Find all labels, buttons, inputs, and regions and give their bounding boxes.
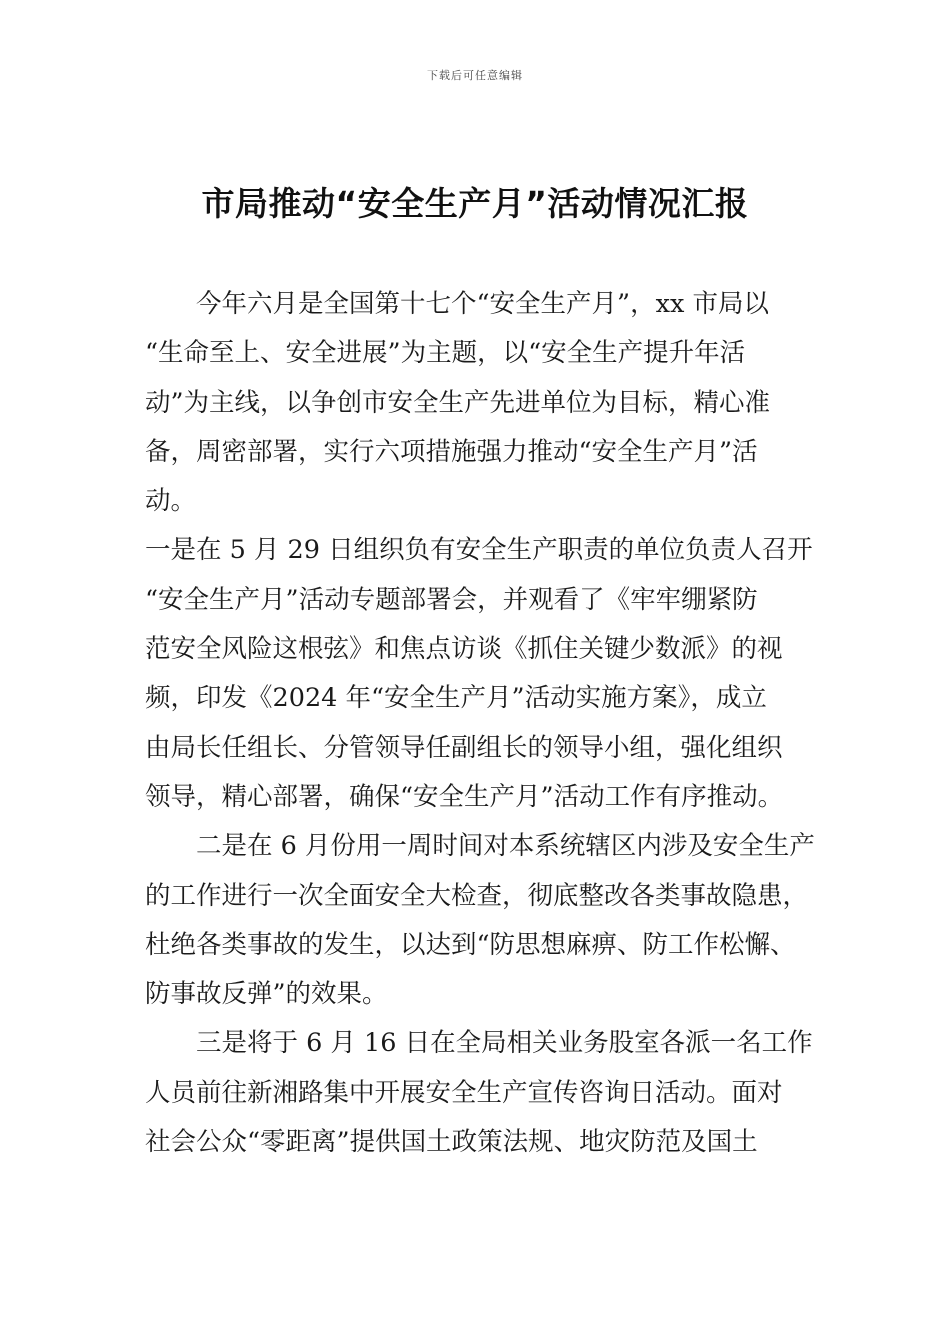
paragraph-line: 领导，精心部署，确保“安全生产月”活动工作有序推动。	[145, 781, 784, 812]
paragraph-line: 杜绝各类事故的发生，以达到“防思想麻痹、防工作松懈、	[145, 929, 796, 960]
paragraph-line: 频，印发《2024 年“安全生产月”活动实施方案》，成立	[145, 683, 767, 714]
paragraph-line: 备，周密部署，实行六项措施强力推动“安全生产月”活	[145, 436, 758, 467]
paragraph-line: 动”为主线，以争创市安全生产先进单位为目标，精心准	[145, 387, 771, 418]
header-note: 下载后可任意编辑	[427, 69, 523, 82]
document-body	[145, 280, 815, 1167]
paragraph-line: 动。	[145, 486, 197, 517]
paragraph-line: “生命至上、安全进展”为主题，以“安全生产提升年活	[145, 338, 746, 369]
paragraph-line: 范安全风险这根弦》和焦点访谈《抓住关键少数派》的视	[145, 634, 783, 665]
paragraph-line: 三是将于 6 月 16 日在全局相关业务股室各派一名工作	[196, 1028, 813, 1059]
paragraph-3	[145, 822, 815, 1019]
paragraph-line: 二是在 6 月份用一周时间对本系统辖区内涉及安全生产	[196, 831, 815, 862]
paragraph-line: 由局长任组长、分管领导任副组长的领导小组，强化组织	[145, 732, 783, 763]
paragraph-line: 的工作进行一次全面安全大检查，彻底整改各类事故隐患，	[145, 880, 809, 911]
paragraph-line: 社会公众“零距离”提供国土政策法规、地灾防范及国土	[145, 1127, 758, 1158]
document-title: 市局推动“安全生产月”活动情况汇报	[201, 184, 749, 223]
paragraph-2	[145, 526, 813, 822]
paragraph-line: 一是在 5 月 29 日组织负有安全生产职责的单位负责人召开	[145, 535, 813, 566]
paragraph-line: 防事故反弹”的效果。	[145, 979, 388, 1010]
paragraph-1	[145, 280, 810, 526]
paragraph-4	[145, 1019, 813, 1167]
paragraph-line: 今年六月是全国第十七个“安全生产月”，xx 市局以	[196, 289, 769, 319]
paragraph-line: “安全生产月”活动专题部署会，并观看了《牢牢绷紧防	[145, 584, 758, 615]
paragraph-line: 人员前往新湘路集中开展安全生产宣传咨询日活动。面对	[145, 1077, 783, 1108]
